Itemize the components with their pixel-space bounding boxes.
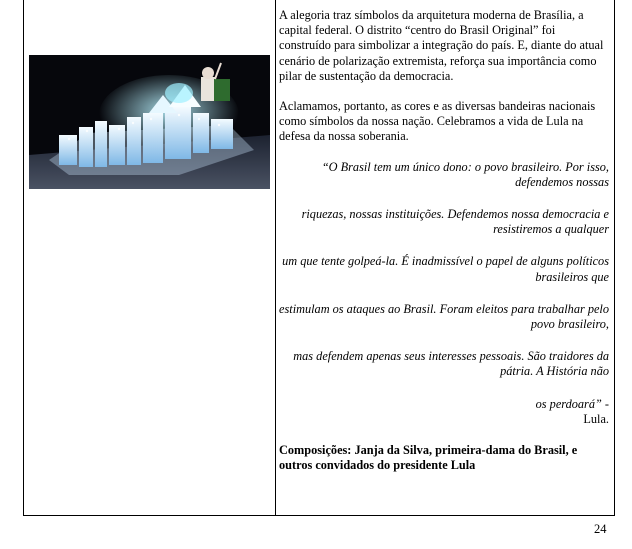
column-divider	[275, 0, 276, 515]
quote-line: estimulam os ataques ao Brasil. Foram eleitos para trabalhar pelo povo brasileiro,	[279, 301, 609, 332]
description-column	[279, 8, 609, 488]
quote-line: “O Brasil tem um único dono: o povo brasileiro. Por isso, defendemos nossas	[321, 159, 609, 189]
quote-line: um que tente golpeá-la. É inadmissível o papel de alguns políticos brasileiros que	[282, 254, 609, 284]
document-table	[23, 0, 615, 516]
float-photo	[29, 55, 270, 189]
lula-quote	[279, 160, 609, 427]
paragraph-aclamamos: Aclamamos, portanto, as cores e as diversas bandeiras nacionais como símbolos da nossa nação. Celebramos a vida de Lula na defesa da nossa soberania.	[279, 99, 596, 144]
quote-author: Lula.	[583, 411, 609, 426]
quote-line: os perdoará” -	[535, 396, 609, 411]
quote-line: riquezas, nossas instituições. Defendemos nossa democracia e resistiremos a qualquer	[301, 207, 609, 237]
paragraph-alegoria: A alegoria traz símbolos da arquitetura moderna de Brasília, a capital federal. O distrito “centro do Brasil Original” foi construído para simbolizar a integração do país. E, diante do atual cenário de polarização extremista, reforça sua importância como pilar de sustentação da democracia.	[279, 8, 604, 83]
page-number: 24	[594, 522, 607, 536]
quote-line: mas defendem apenas seus interesses pessoais. São traidores da pátria. A História não	[293, 349, 609, 379]
carnival-float-image	[29, 55, 270, 189]
compositions-line: Composições: Janja da Silva, primeira-dama do Brasil, e outros convidados do presidente Lula	[279, 443, 578, 473]
